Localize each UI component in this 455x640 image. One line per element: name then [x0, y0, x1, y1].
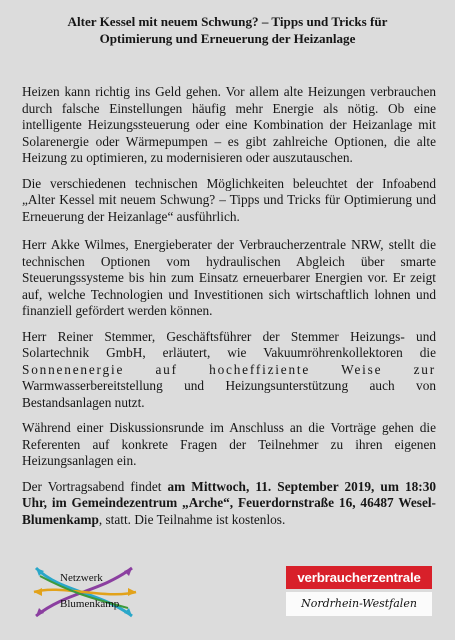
blumenkamp-label: Blumenkamp — [60, 598, 120, 610]
document-body — [22, 84, 436, 537]
vz-name: verbraucherzentrale — [286, 566, 432, 589]
termin-date-location: am Mittwoch, 11. September 2019, um 18:30 Uhr, im Gemeindezentrum „Arche“, Feuerdornstraße 16, 46487 Wesel-Blumenkamp — [22, 478, 436, 527]
stemmer-text-a: Herr Reiner Stemmer, Geschäftsführer der Stemmer Heizungs- und Solartechnik GmbH, erläutert, wie Vakuumröhrenkollektoren die — [22, 328, 436, 360]
network-arrows-icon — [30, 562, 140, 622]
title-line-1: Alter Kessel mit neuem Schwung? – Tipps und Tricks für — [67, 14, 388, 29]
paragraph-stemmer — [22, 329, 436, 412]
stemmer-text-spaced: Sonnenenergie auf hocheffiziente Weise zur — [22, 361, 436, 377]
paragraph-intro: Heizen kann richtig ins Geld gehen. Vor allem alte Heizungen verbrauchen durch falsche Einstellungen häufig mehr Energie als nötig. Ob eine intelligente Heizungssteuerung oder eine Kombination der Heizanlage mit Solarenergie oder Wärmepumpen – es gibt zahlreiche Optionen, die alte Heizung zu optimieren, zu modernisieren oder auszutauschen. — [22, 84, 436, 165]
netzwerk-label: Netzwerk — [60, 572, 103, 584]
title-line-2: Optimierung und Erneuerung der Heizanlage — [99, 30, 356, 46]
paragraph-diskussion: Während einer Diskussionsrunde im Anschluss an die Vorträge gehen die Referenten auf konkrete Fragen der Teilnehmer zu ihren eigenen Heizungsanlagen ein. — [22, 420, 436, 468]
vz-region: Nordrhein-Westfalen — [286, 592, 432, 616]
verbraucherzentrale-logo — [286, 566, 432, 620]
paragraph-wilmes: Herr Akke Wilmes, Energieberater der Verbraucherzentrale NRW, stellt die technischen Optionen vom hydraulischen Abgleich über smarte Steuerungssysteme bis hin zum Einsatz erneuerbarer Energien vor. Er zeigt auf, welche Technologien und Investitionen sich wirtschaftlich lohnen und finanziell gefördert werden können. — [22, 237, 436, 318]
stemmer-text-c: Warmwasserbereitstellung und Heizungsunterstützung auch von Bestandsanlagen nutzt. — [22, 378, 436, 410]
document-title — [24, 14, 431, 47]
netzwerk-blumenkamp-logo — [30, 562, 140, 622]
paragraph-infoabend: Die verschiedenen technischen Möglichkeiten beleuchtet der Infoabend „Alter Kessel mit neuem Schwung? – Tipps und Tricks für Optimierung und Erneuerung der Heizanlage“ ausführlich. — [22, 175, 436, 224]
paragraph-termin — [22, 479, 436, 529]
termin-text-a: Der Vortragsabend findet — [22, 478, 168, 494]
termin-text-c: , statt. Die Teilnahme ist kostenlos. — [98, 511, 286, 527]
